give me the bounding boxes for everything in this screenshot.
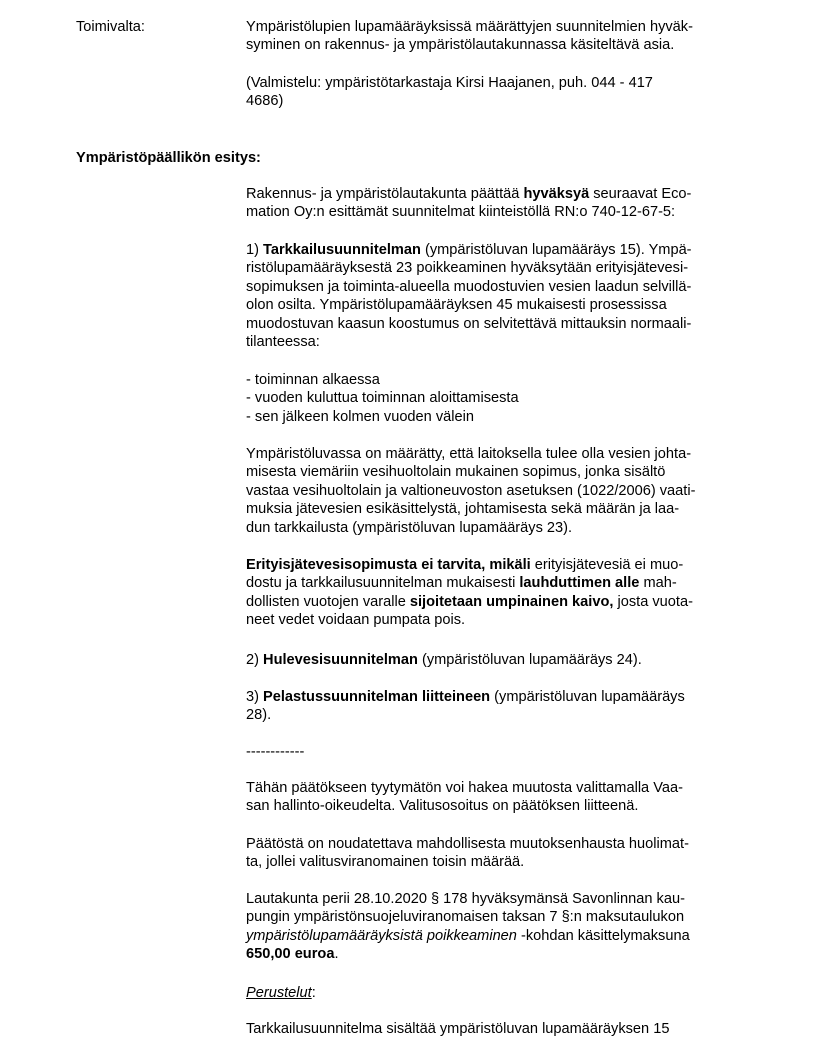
text-line: Lautakunta perii 28.10.2020 § 178 hyväksymänsä Savonlinnan kau- [246, 891, 685, 907]
text-line: 4686) [246, 93, 284, 110]
item-monitoring-plan [246, 241, 746, 351]
special-wastewater-paragraph [246, 556, 746, 630]
text-line: muodostuvan kaasun koostumus on selvitettävä mittauksin normaali- [246, 315, 692, 332]
text-line: dostu ja tarkkailusuunnitelman mukaisesti lauhduttimen alle mah- [246, 575, 677, 592]
separator-line: ------------ [246, 744, 305, 760]
appeal-paragraph [246, 779, 746, 816]
text-line: mation Oy:n esittämät suunnitelmat kiinteistöllä RN:o 740-12-67-5: [246, 204, 676, 221]
text-line: tilanteessa: [246, 334, 320, 351]
text-line: 2) Hulevesisuunnitelman (ympäristöluvan lupamääräys 24). [246, 652, 642, 668]
text-line: ta, jollei valitusviranomainen toisin määrää. [246, 854, 525, 871]
measurement-schedule-list [246, 371, 746, 426]
grounds-text: Tarkkailusuunnitelma sisältää ympäristöluvan lupamääräyksen 15 [246, 1021, 670, 1037]
text-line: Ympäristölupien lupamääräyksissä määrättyjen suunnitelmien hyväk- [246, 19, 693, 35]
list-item: - sen jälkeen kolmen vuoden välein [246, 408, 474, 425]
text-line: 1) Tarkkailusuunnitelman (ympäristöluvan lupamääräys 15). Ympä- [246, 242, 692, 258]
text-line: pungin ympäristönsuojeluviranomaisen taksan 7 §:n maksutaulukon [246, 909, 685, 926]
text-line: san hallinto-oikeudelta. Valitusosoitus on päätöksen liitteenä. [246, 798, 639, 815]
text-line: 3) Pelastussuunnitelman liitteineen (ympäristöluvan lupamääräys [246, 689, 685, 705]
text-line: vastaa vesihuoltolain ja valtioneuvoston asetuksen (1022/2006) vaati- [246, 482, 696, 499]
text-line: muksia jätevesien esikäsittelystä, johtamisesta sekä määrän ja laa- [246, 501, 680, 518]
proposal-heading: Ympäristöpäällikön esitys: [76, 150, 261, 166]
text-line: neet vedet voidaan pumpata pois. [246, 612, 466, 629]
text-line: syminen on rakennus- ja ympäristölautakunnassa käsiteltävä asia. [246, 37, 675, 54]
sewer-agreement-paragraph [246, 445, 746, 537]
text-line: 650,00 euroa. [246, 946, 339, 963]
text-line: ympäristölupamääräyksistä poikkeaminen -kohdan käsittelymaksuna [246, 927, 690, 944]
preparer-info [246, 74, 746, 111]
text-line: Ympäristöluvassa on määrätty, että laitoksella tulee olla vesien johta- [246, 446, 692, 462]
text-line: Päätöstä on noudatettava mahdollisesta muutoksenhausta huolimat- [246, 836, 689, 852]
text-line: misesta viemäriin vesihuoltolain mukainen sopimus, jonka sisältö [246, 464, 666, 481]
text-line: sopimuksen ja toiminta-alueella muodostuvien vesien laadun selvillä- [246, 278, 692, 295]
text-line: dun tarkkailusta (ympäristöluvan lupamääräys 23). [246, 519, 573, 536]
authority-label: Toimivalta: [76, 19, 145, 35]
enforcement-paragraph [246, 835, 746, 872]
item-rescue-plan [246, 688, 746, 725]
list-item: - toiminnan alkaessa [246, 372, 380, 388]
item-stormwater-plan [246, 651, 746, 669]
proposal-intro [246, 185, 746, 222]
list-item: - vuoden kuluttua toiminnan aloittamisesta [246, 390, 519, 407]
text-line: olon osilta. Ympäristölupamääräyksen 45 mukaisesti prosessissa [246, 297, 667, 314]
text-line: Rakennus- ja ympäristölautakunta päättää hyväksyä seuraavat Eco- [246, 186, 692, 202]
text-line: dollisten vuotojen varalle sijoitetaan umpinainen kaivo, josta vuota- [246, 593, 693, 610]
text-line: Tähän päätökseen tyytymätön voi hakea muutosta valittamalla Vaa- [246, 780, 683, 796]
authority-text [246, 18, 746, 55]
text-line: Erityisjätevesisopimusta ei tarvita, mikäli erityisjätevesiä ei muo- [246, 557, 684, 573]
fee-paragraph [246, 890, 746, 964]
text-line: ristölupamääräyksestä 23 poikkeaminen hyväksytään erityisjätevesi- [246, 260, 689, 277]
grounds-heading: Perustelut: [246, 985, 316, 1001]
text-line: 28). [246, 707, 272, 724]
text-line: (Valmistelu: ympäristötarkastaja Kirsi Haajanen, puh. 044 - 417 [246, 75, 653, 91]
